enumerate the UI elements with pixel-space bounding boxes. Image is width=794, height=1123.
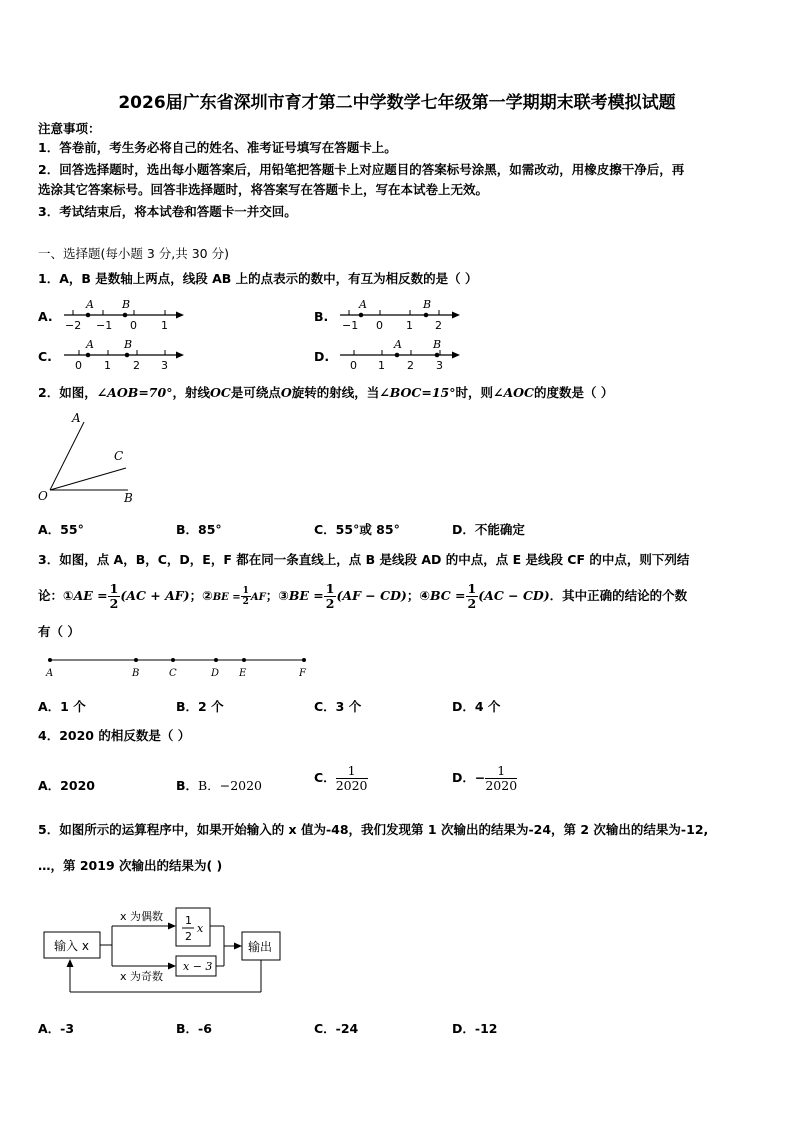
exam-title: 2026届广东省深圳市育才第二中学数学七年级第一学期期末联考模拟试题 — [118, 93, 676, 113]
svg-text:1: 1 — [104, 359, 111, 372]
svg-text:B: B — [433, 338, 442, 351]
q5-stem-line1: 5．如图所示的运算程序中，如果开始输入的 x 值为-48，我们发现第 1 次输出的结果为-24，第 2 次输出的结果为-12, — [38, 822, 709, 837]
q3-option-c: C．3 个 — [314, 699, 362, 714]
q5-stem-line2: …，第 2019 次输出的结果为( ) — [38, 858, 223, 873]
q3-option-b: B．2 个 — [176, 699, 224, 714]
flow-output-box: 输出 — [248, 940, 273, 954]
q2-stem: 2．如图，∠AOB=70°，射线OC是可绕点O旋转的射线，当∠BOC=15°时，则∠AOC的度数是（ ） — [38, 385, 614, 400]
q4-stem: 4．2020 的相反数是（ ） — [38, 728, 191, 743]
q4-option-b: B．B．−2020 — [176, 778, 263, 793]
svg-text:0: 0 — [75, 359, 82, 372]
svg-text:1: 1 — [378, 359, 385, 372]
section-heading: 一、选择题(每小题 3 分,共 30 分) — [38, 246, 229, 261]
q2-angle-figure — [36, 408, 146, 508]
q3-option-d: D．4 个 — [452, 699, 501, 714]
q1-numberline-b — [334, 296, 464, 332]
q4-option-d: D．− $\frac{1}{2020}$ — [452, 763, 518, 793]
svg-text:3: 3 — [161, 359, 168, 372]
svg-text:−1: −1 — [342, 319, 359, 332]
q1a-point-b: B — [122, 298, 131, 311]
q2-label-o: O — [38, 489, 48, 503]
q2-option-b: B．85° — [176, 522, 222, 537]
svg-text:A: A — [86, 338, 94, 351]
svg-text:2: 2 — [407, 359, 414, 372]
q1-option-d-label: D. — [314, 349, 330, 364]
q1-stem: 1．A，B 是数轴上两点，线段 AB 上的点表示的数中，有互为相反数的是（ ） — [38, 271, 478, 286]
svg-text:1: 1 — [161, 319, 168, 332]
svg-text:B: B — [132, 668, 140, 679]
flow-input-box: 输入 x — [54, 939, 89, 953]
svg-text:0: 0 — [350, 359, 357, 372]
q1a-point-a: A — [86, 298, 94, 311]
flow-even-label: x 为偶数 — [120, 910, 164, 923]
svg-text:3: 3 — [436, 359, 443, 372]
q3-stem-line1: 3．如图，点 A，B，C，D，E，F 都在同一条直线上，点 B 是线段 AD 的中点，点 E 是线段 CF 的中点，则下列结 — [38, 552, 690, 567]
svg-text:C: C — [169, 668, 177, 679]
notice-item-1: 1．答卷前，考生务必将自己的姓名、准考证号填写在答题卡上。 — [38, 140, 397, 155]
q1-option-b-label: B. — [314, 309, 329, 324]
svg-text:B: B — [124, 338, 133, 351]
svg-text:−2: −2 — [65, 319, 82, 332]
q2-label-b: B — [124, 491, 133, 505]
q4-option-a: A．2020 — [38, 778, 95, 793]
q2-label-a: A — [72, 411, 81, 425]
flow-odd-label: x 为奇数 — [120, 970, 164, 983]
svg-text:D: D — [211, 668, 220, 679]
svg-text:0: 0 — [376, 319, 383, 332]
q1-numberline-a — [58, 296, 188, 332]
q3-stem-line3: 有（ ） — [38, 624, 80, 639]
svg-text:1: 1 — [185, 914, 192, 927]
svg-text:F: F — [299, 668, 306, 679]
q5-option-a: A．-3 — [38, 1021, 75, 1036]
q1-numberline-d — [334, 336, 464, 372]
q1-option-c-label: C. — [38, 349, 52, 364]
q5-option-d: D．-12 — [452, 1021, 498, 1036]
q2-option-a: A．55° — [38, 522, 84, 537]
q2-label-c: C — [114, 449, 124, 463]
q2-option-d: D．不能确定 — [452, 522, 525, 537]
svg-text:0: 0 — [130, 319, 137, 332]
notice-item-3: 3．考试结束后，将本试卷和答题卡一并交回。 — [38, 204, 297, 219]
svg-text:E: E — [239, 668, 247, 679]
svg-text:B: B — [423, 298, 432, 311]
svg-text:2: 2 — [435, 319, 442, 332]
q3-line-figure — [40, 652, 320, 682]
q5-flowchart — [40, 902, 290, 998]
q3-option-a: A．1 个 — [38, 699, 86, 714]
notice-item-2: 2．回答选择题时，选出每小题答案后，用铅笔把答题卡上对应题目的答案标号涂黑，如需改动，用橡皮擦干净后，再 — [38, 162, 685, 177]
q3-conclusions: 论：①AE = $\frac{1}{2}$ (AC + AF)；②BE = $\frac{1}{2}$ AF；③BE = $\frac{1}{2}$ (AF − CD)；④BC = $\frac{1}{2}$ (AC − CD)．其中正确的结论的个数 — [38, 581, 688, 611]
svg-text:2: 2 — [185, 930, 192, 943]
flow-minus3-box: x − 3 — [183, 960, 213, 973]
svg-text:A: A — [46, 668, 54, 679]
notice-heading: 注意事项： — [38, 121, 101, 136]
q1-numberline-c — [58, 336, 188, 372]
svg-text:1: 1 — [406, 319, 413, 332]
svg-text:−1: −1 — [96, 319, 113, 332]
q5-option-c: C．-24 — [314, 1021, 359, 1036]
svg-text:A: A — [359, 298, 367, 311]
q5-option-b: B．-6 — [176, 1021, 212, 1036]
svg-text:2: 2 — [133, 359, 140, 372]
q2-option-c: C．55°或 85° — [314, 522, 400, 537]
q1-option-a-label: A. — [38, 309, 53, 324]
svg-text:x: x — [197, 922, 204, 935]
svg-text:A: A — [394, 338, 402, 351]
q4-option-c: C． $\frac{1}{2020}$ — [314, 763, 368, 793]
notice-item-2-cont: 选涂其它答案标号。回答非选择题时，将答案写在答题卡上，写在本试卷上无效。 — [38, 182, 489, 197]
